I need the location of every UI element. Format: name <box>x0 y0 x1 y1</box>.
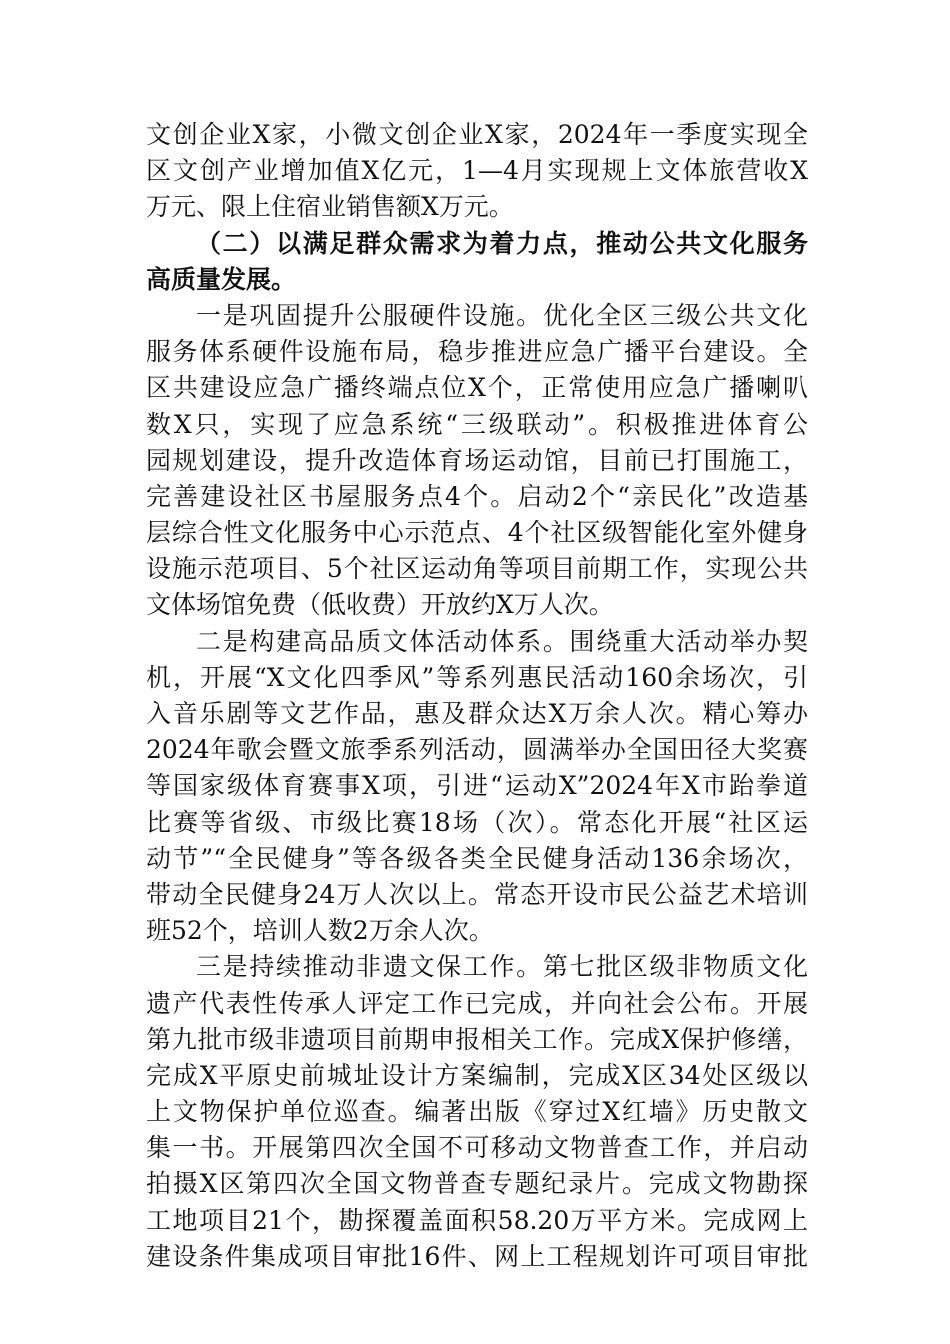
paragraph-line: 三是持续推动非遗文保工作。第七批区级非物质文化 <box>196 952 808 982</box>
paragraph-line: 文体场馆免费（低收费）开放约X万人次。 <box>146 590 614 620</box>
paragraph-line: 层综合性文化服务中心示范点、4个社区级智能化室外健身 <box>146 518 808 548</box>
paragraph-line: 工地项目21个，勘探覆盖面积58.20万平方米。完成网上 <box>146 1205 808 1235</box>
paragraph-line: 区共建设应急广播终端点位X个，正常使用应急广播喇叭 <box>146 373 808 403</box>
paragraph-line: 遗产代表性传承人评定工作已完成，并向社会公布。开展 <box>146 988 808 1018</box>
paragraph-line: 比赛等省级、市级比赛18场（次）。常态化开展“社区运 <box>146 807 808 837</box>
paragraph-line: 带动全民健身24万人次以上。常态开设市民公益艺术培训 <box>146 879 808 909</box>
paragraph-line: 二是构建高品质文体活动体系。围绕重大活动举办契 <box>196 626 808 656</box>
paragraph-line: 服务体系硬件设施布局，稳步推进应急广播平台建设。全 <box>146 337 808 367</box>
paragraph-line: 数X只，实现了应急系统“三级联动”。积极推进体育公 <box>146 409 808 439</box>
paragraph-line: 文创企业X家，小微文创企业X家，2024年一季度实现全 <box>146 120 808 149</box>
paragraph-line: 动节”“全民健身”等各级各类全民健身活动136余场次， <box>146 843 808 873</box>
paragraph-line: 区文创产业增加值X亿元，1—4月实现规上文体旅营收X <box>146 156 808 186</box>
paragraph-line: 机，开展“X文化四季风”等系列惠民活动160余场次，引 <box>146 662 808 692</box>
paragraph-line: 上文物保护单位巡查。编著出版《穿过X红墙》历史散文 <box>146 1097 808 1127</box>
paragraph-line: 入音乐剧等文艺作品，惠及群众达X万余人次。精心筹办 <box>146 699 808 728</box>
paragraph-line: 班52个，培训人数2万余人次。 <box>146 916 494 946</box>
paragraph-line: 完成X平原史前城址设计方案编制，完成X区34处区级以 <box>146 1060 808 1090</box>
paragraph-line: 完善建设社区书屋服务点4个。启动2个“亲民化”改造基 <box>146 481 808 511</box>
section-heading-line: 高质量发展。 <box>146 264 297 294</box>
paragraph-line: 等国家级体育赛事X项，引进“运动X”2024年X市跆拳道 <box>146 771 808 801</box>
document-body <box>146 117 808 1275</box>
paragraph-line: 设施示范项目、5个社区运动角等项目前期工作，实现公共 <box>146 554 808 584</box>
paragraph-line: 拍摄X区第四次全国文物普查专题纪录片。完成文物勘探 <box>146 1169 808 1199</box>
paragraph-line: 一是巩固提升公服硬件设施。优化全区三级公共文化 <box>196 300 808 330</box>
paragraph-line: 集一书。开展第四次全国不可移动文物普查工作，并启动 <box>146 1133 808 1163</box>
paragraph-line: 2024年歌会暨文旅季系列活动，圆满举办全国田径大奖赛 <box>146 735 808 765</box>
section-heading-line: （二）以满足群众需求为着力点，推动公共文化服务 <box>196 228 808 258</box>
paragraph-line: 第九批市级非遗项目前期申报相关工作。完成X保护修缮， <box>146 1024 808 1054</box>
paragraph-line: 建设条件集成项目审批16件、网上工程规划许可项目审批 <box>146 1241 808 1271</box>
paragraph-line: 万元、限上住宿业销售额X万元。 <box>146 192 514 222</box>
paragraph-line: 园规划建设，提升改造体育场运动馆，目前已打围施工， <box>146 445 808 475</box>
